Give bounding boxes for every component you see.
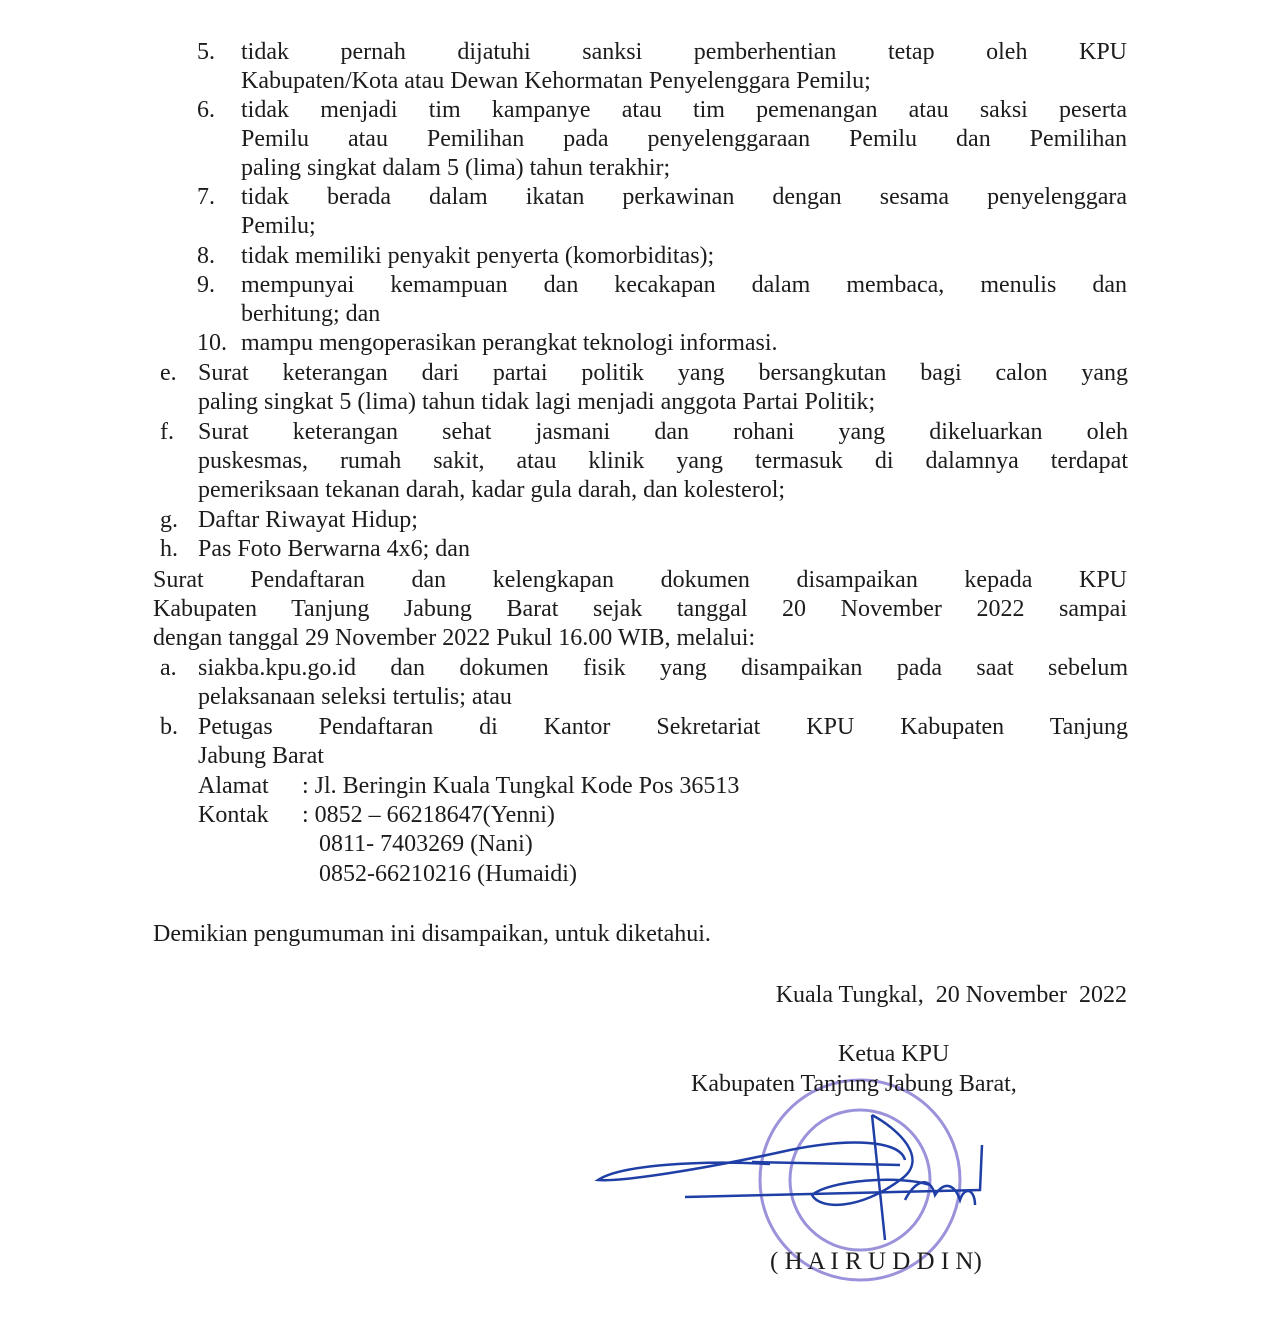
paragraph-line: Kabupaten Tanjung Jabung Barat sejak tanggal 20 November 2022 sampai: [153, 596, 1127, 622]
item-line: puskesmas, rumah sakit, atau klinik yang termasuk di dalamnya terdapat: [198, 448, 1128, 474]
closing-statement: Demikian pengumuman ini disampaikan, untuk diketahui.: [153, 921, 711, 947]
address-value: : Jl. Beringin Kuala Tungkal Kode Pos 36513: [302, 773, 740, 799]
item-number: 5.: [197, 39, 215, 65]
item-line: paling singkat 5 (lima) tahun tidak lagi menjadi anggota Partai Politik;: [198, 389, 876, 415]
contact-label: Kontak: [198, 802, 269, 828]
item-line: siakba.kpu.go.id dan dokumen fisik yang disampaikan pada saat sebelum: [198, 655, 1128, 681]
phone-nani: 0811- 7403269 (Nani): [319, 831, 533, 857]
item-line: paling singkat dalam 5 (lima) tahun terakhir;: [241, 155, 671, 181]
address-label: Alamat: [198, 773, 269, 799]
item-line: Pemilu atau Pemilihan pada penyelenggaraan Pemilu dan Pemilihan: [241, 126, 1127, 152]
item-letter: g.: [160, 507, 178, 533]
item-line: pelaksanaan seleksi tertulis; atau: [198, 684, 512, 710]
item-number: 8.: [197, 243, 215, 269]
paragraph-line: dengan tanggal 29 November 2022 Pukul 16.00 WIB, melalui:: [153, 625, 756, 651]
phone-humaidi: 0852-66210216 (Humaidi): [319, 861, 577, 887]
item-number: 6.: [197, 97, 215, 123]
item-line: Surat keterangan dari partai politik yang bersangkutan bagi calon yang: [198, 360, 1128, 386]
place-date: Kuala Tungkal, 20 November 2022: [775, 982, 1127, 1008]
item-letter: b.: [160, 714, 178, 740]
signatory-name: ( H A I R U D D I N): [770, 1248, 982, 1275]
item-line: Surat keterangan sehat jasmani dan rohani yang dikeluarkan oleh: [198, 419, 1128, 445]
signatory-title: Ketua KPU: [838, 1041, 950, 1067]
item-line: Jabung Barat: [198, 743, 324, 769]
item-letter: h.: [160, 536, 178, 562]
item-line: Pemilu;: [241, 213, 316, 239]
phone-yenni: : 0852 – 66218647(Yenni): [302, 802, 555, 828]
item-number: 9.: [197, 272, 215, 298]
item-line: tidak memiliki penyakit penyerta (komorbiditas);: [241, 243, 715, 269]
item-line: mempunyai kemampuan dan kecakapan dalam membaca, menulis dan: [241, 272, 1127, 298]
signatory-office: Kabupaten Tanjung Jabung Barat,: [691, 1071, 1017, 1097]
item-line: berhitung; dan: [241, 301, 381, 327]
item-line: Daftar Riwayat Hidup;: [198, 507, 418, 533]
item-line: tidak pernah dijatuhi sanksi pemberhentian tetap oleh KPU: [241, 39, 1127, 65]
item-letter: f.: [160, 419, 174, 445]
item-line: Kabupaten/Kota atau Dewan Kehormatan Penyelenggara Pemilu;: [241, 68, 871, 94]
item-number: 7.: [197, 184, 215, 210]
item-line: tidak menjadi tim kampanye atau tim pemenangan atau saksi peserta: [241, 97, 1127, 123]
paragraph-line: Surat Pendaftaran dan kelengkapan dokumen disampaikan kepada KPU: [153, 567, 1127, 593]
item-line: tidak berada dalam ikatan perkawinan dengan sesama penyelenggara: [241, 184, 1127, 210]
item-letter: a.: [160, 655, 177, 681]
item-line: Petugas Pendaftaran di Kantor Sekretariat KPU Kabupaten Tanjung: [198, 714, 1128, 740]
item-line: Pas Foto Berwarna 4x6; dan: [198, 536, 470, 562]
item-line: mampu mengoperasikan perangkat teknologi informasi.: [241, 330, 778, 356]
item-line: pemeriksaan tekanan darah, kadar gula darah, dan kolesterol;: [198, 477, 786, 503]
item-number: 10.: [197, 330, 227, 356]
item-letter: e.: [160, 360, 177, 386]
